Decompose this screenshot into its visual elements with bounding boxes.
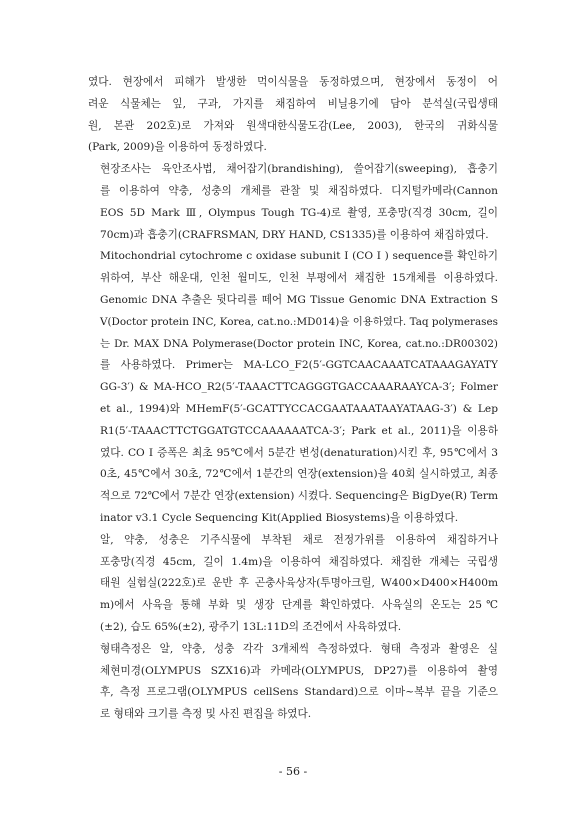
text-line: Mitochondrial cytochrome c oxidase subunit I (CO I ) sequence를 확인하기 — [100, 250, 498, 263]
text-line: 원, 본관 202호)로 가져와 원색대한식물도감(Lee, 2003), 한국의 귀화식물 — [88, 119, 498, 132]
text-line: (Park, 2009)을 이용하여 동정하였다. — [88, 141, 267, 154]
text-line: 포충망(직경 45cm, 길이 1.4m)을 이용하여 채집하였다. 채집한 개체는 국립생 — [100, 555, 498, 568]
text-line: 0초, 45℃에서 30초, 72℃에서 1분간의 연장(extension)을 40회 실시하였고, 최종 — [100, 468, 498, 481]
paragraph — [88, 530, 498, 639]
text-line: 70cm)과 흡충기(CRAFRSMAN, DRY HAND, CS1335)를 이용하여 채집하였다. — [100, 228, 489, 241]
text-line: 현장조사는 육안조사법, 채어잡기(brandishing), 쓸어잡기(sweeping), 흡충기 — [100, 163, 498, 176]
text-line: R1(5′-TAAACTTCTGGATGTCCAAAAAATCA-3′; Park et al., 2011)을 이용하 — [100, 424, 498, 437]
text-line: 후, 측정 프로그램(OLYMPUS cellSens Standard)으로 이마~복부 끝을 기준으 — [100, 686, 498, 699]
paragraph — [88, 246, 498, 529]
text-line: 였다. 현장에서 피해가 발생한 먹이식물을 동정하였으며, 현장에서 동정이 어 — [88, 76, 498, 88]
text-line: 를 이용하여 약충, 성충의 개체를 관찰 및 채집하였다. 디지털카메라(Cannon — [100, 184, 498, 197]
paragraph — [88, 159, 498, 246]
text-line: 를 사용하였다. Primer는 MA-LCO_F2(5′-GGTCAACAAATCATAAAGAYATY — [100, 359, 498, 372]
body-text — [88, 72, 498, 726]
text-line: Genomic DNA 추출은 뒷다리를 떼어 MG Tissue Genomic DNA Extraction S — [100, 293, 498, 306]
text-line: 로 형태와 크기를 측정 및 사진 편집을 하였다. — [100, 708, 312, 721]
text-line: 형태측정은 알, 약충, 성충 각각 3개체씩 측정하였다. 형태 측정과 촬영은 실 — [100, 642, 498, 655]
text-line: m)에서 사육을 통해 부화 및 생장 단계를 확인하였다. 사육실의 온도는 25℃ — [100, 599, 498, 612]
text-line: V(Doctor protein INC, Korea, cat.no.:MD014)을 이용하였다. Taq polymerases — [100, 315, 498, 328]
text-line: 는 Dr. MAX DNA Polymerase(Doctor protein INC, Korea, cat.no.:DR00302) — [100, 337, 498, 350]
text-line: 위하여, 부산 해운대, 인천 월미도, 인천 부평에서 채집한 15개체를 이용하였다. — [100, 272, 498, 285]
text-line: inator v3.1 Cycle Sequencing Kit(Applied Biosystems)을 이용하였다. — [100, 511, 459, 524]
text-line: 알, 약충, 성충은 기주식물에 부착된 채로 전정가위를 이용하여 채집하거나 — [100, 533, 498, 546]
text-line: et al., 1994)와 MHemF(5′-GCATTYCCACGAATAAATAAYATAAG-3′) & Lep — [100, 402, 498, 415]
text-line: 체현미경(OLYMPUS SZX16)과 카메라(OLYMPUS, DP27)를 이용하여 촬영 — [100, 664, 498, 677]
text-line: GG-3′) & MA-HCO_R2(5′-TAAACTTCAGGGTGACCAAARAAYCA-3′; Folmer — [100, 381, 498, 394]
text-line: 태원 실험실(222호)로 운반 후 곤충사육상자(투명아크릴, W400×D400×H400m — [100, 577, 498, 590]
page-number: - 56 - — [278, 765, 308, 778]
text-line: EOS 5D Mark Ⅲ, Olympus Tough TG-4)로 촬영, 포충망(직경 30cm, 길이 — [100, 206, 498, 219]
paragraph — [88, 72, 498, 159]
text-line: 였다. CO I 증폭은 최초 95℃에서 5분간 변성(denaturation)시킨 후, 95℃에서 3 — [100, 446, 498, 459]
paragraph — [88, 639, 498, 726]
text-line: 려운 식물체는 잎, 구과, 가지를 채집하여 비닐용기에 담아 분석실(국립생태 — [88, 97, 498, 110]
text-line: 적으로 72℃에서 7분간 연장(extension) 시켰다. Sequencing은 BigDye(R) Term — [100, 490, 498, 503]
text-line: (±2), 습도 65%(±2), 광주기 13L:11D의 조건에서 사육하였다. — [100, 620, 402, 633]
